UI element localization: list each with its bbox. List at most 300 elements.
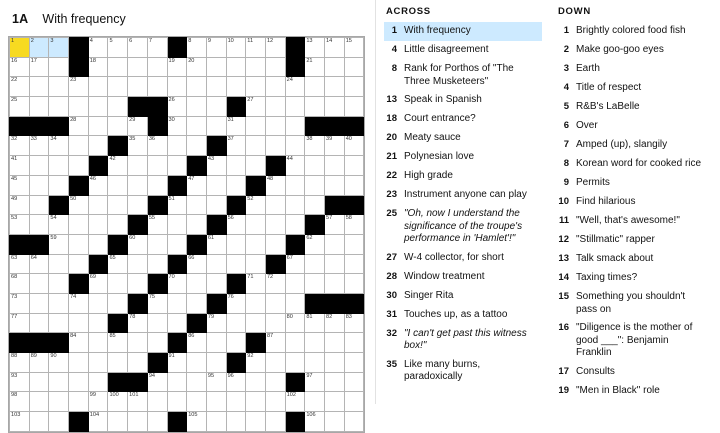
grid-cell[interactable] <box>187 116 207 136</box>
clue-item[interactable] <box>384 60 542 91</box>
grid-cell[interactable] <box>305 234 325 254</box>
grid-cell[interactable] <box>128 333 148 353</box>
grid-cell[interactable] <box>344 38 364 58</box>
grid-cell[interactable] <box>167 215 187 235</box>
grid-cell[interactable] <box>344 234 364 254</box>
grid-cell[interactable] <box>10 293 30 313</box>
grid-cell[interactable] <box>88 116 108 136</box>
grid-cell[interactable] <box>344 97 364 117</box>
grid-cell[interactable] <box>226 333 246 353</box>
grid-cell[interactable] <box>246 372 266 392</box>
grid-cell[interactable] <box>265 97 285 117</box>
grid-cell[interactable] <box>88 353 108 373</box>
grid-cell[interactable] <box>344 175 364 195</box>
grid-cell[interactable] <box>305 392 325 412</box>
clue-item[interactable] <box>556 212 710 231</box>
grid-cell[interactable] <box>265 136 285 156</box>
grid-cell[interactable] <box>246 313 266 333</box>
grid-cell[interactable] <box>147 412 167 432</box>
grid-cell[interactable] <box>305 38 325 58</box>
grid-cell[interactable] <box>206 333 226 353</box>
grid-cell[interactable] <box>88 195 108 215</box>
grid-cell[interactable] <box>128 77 148 97</box>
grid-cell[interactable] <box>147 136 167 156</box>
grid-cell[interactable] <box>167 234 187 254</box>
clue-item[interactable] <box>556 382 710 401</box>
grid-cell[interactable] <box>10 274 30 294</box>
grid-cell[interactable] <box>325 254 345 274</box>
grid-cell[interactable] <box>187 136 207 156</box>
grid-cell[interactable] <box>108 274 128 294</box>
grid-cell[interactable] <box>325 215 345 235</box>
grid-cell[interactable] <box>49 254 69 274</box>
grid-cell[interactable] <box>305 353 325 373</box>
grid-cell[interactable] <box>305 274 325 294</box>
grid-cell[interactable] <box>187 254 207 274</box>
grid-cell[interactable] <box>265 77 285 97</box>
grid-cell[interactable] <box>147 372 167 392</box>
grid-cell[interactable] <box>167 116 187 136</box>
grid-cell[interactable] <box>69 136 89 156</box>
grid-cell[interactable] <box>88 38 108 58</box>
grid-cell[interactable] <box>226 234 246 254</box>
grid-cell[interactable] <box>325 77 345 97</box>
grid-cell[interactable] <box>344 156 364 176</box>
grid-cell[interactable] <box>305 77 325 97</box>
grid-cell[interactable] <box>49 372 69 392</box>
grid-cell[interactable] <box>226 215 246 235</box>
grid-cell[interactable] <box>226 38 246 58</box>
grid-cell[interactable] <box>325 97 345 117</box>
grid-cell[interactable] <box>246 156 266 176</box>
clue-item[interactable] <box>384 22 542 41</box>
grid-cell[interactable] <box>167 313 187 333</box>
grid-cell[interactable] <box>305 136 325 156</box>
grid-cell[interactable] <box>167 372 187 392</box>
grid-cell[interactable] <box>108 392 128 412</box>
grid-cell[interactable] <box>10 156 30 176</box>
grid-cell[interactable] <box>49 57 69 77</box>
clue-item[interactable] <box>556 136 710 155</box>
grid-cell[interactable] <box>69 293 89 313</box>
clue-item[interactable] <box>556 60 710 79</box>
clue-item[interactable] <box>384 129 542 148</box>
grid-cell[interactable] <box>206 57 226 77</box>
crossword-grid[interactable] <box>8 36 365 433</box>
grid-cell[interactable] <box>285 156 305 176</box>
clue-item[interactable] <box>556 117 710 136</box>
grid-cell[interactable] <box>69 392 89 412</box>
grid-cell[interactable] <box>10 136 30 156</box>
grid-cell[interactable] <box>88 372 108 392</box>
grid-cell[interactable] <box>108 116 128 136</box>
grid-cell[interactable] <box>108 97 128 117</box>
grid-cell[interactable] <box>10 215 30 235</box>
grid-cell[interactable] <box>226 57 246 77</box>
grid-cell[interactable] <box>167 57 187 77</box>
grid-cell[interactable] <box>88 234 108 254</box>
grid-cell[interactable] <box>265 116 285 136</box>
grid-cell[interactable] <box>226 372 246 392</box>
clue-item[interactable] <box>556 98 710 117</box>
grid-cell[interactable] <box>147 392 167 412</box>
grid-cell[interactable] <box>226 175 246 195</box>
grid-cell[interactable] <box>265 372 285 392</box>
grid-cell[interactable] <box>10 195 30 215</box>
grid-cell[interactable] <box>49 156 69 176</box>
grid-cell[interactable] <box>108 215 128 235</box>
grid-cell[interactable] <box>69 313 89 333</box>
grid-cell[interactable] <box>88 293 108 313</box>
grid-cell[interactable] <box>246 353 266 373</box>
grid-cell[interactable] <box>246 254 266 274</box>
grid-cell[interactable] <box>206 38 226 58</box>
grid-cell[interactable] <box>285 77 305 97</box>
grid-cell[interactable] <box>325 392 345 412</box>
grid-cell[interactable] <box>206 156 226 176</box>
grid-cell[interactable] <box>265 195 285 215</box>
grid-cell[interactable] <box>305 313 325 333</box>
grid-cell[interactable] <box>344 57 364 77</box>
grid-cell[interactable] <box>128 38 148 58</box>
grid-cell[interactable] <box>167 195 187 215</box>
grid-cell[interactable] <box>147 38 167 58</box>
grid-cell[interactable] <box>128 313 148 333</box>
grid-cell[interactable] <box>285 195 305 215</box>
grid-cell[interactable] <box>49 175 69 195</box>
clue-item[interactable] <box>384 148 542 167</box>
grid-cell[interactable] <box>187 412 207 432</box>
grid-cell[interactable] <box>265 412 285 432</box>
grid-table[interactable] <box>9 37 364 432</box>
grid-cell[interactable] <box>108 57 128 77</box>
grid-cell[interactable] <box>226 156 246 176</box>
grid-cell[interactable] <box>246 195 266 215</box>
clue-item[interactable] <box>556 22 710 41</box>
grid-cell[interactable] <box>187 274 207 294</box>
grid-cell[interactable] <box>206 392 226 412</box>
grid-cell[interactable] <box>226 313 246 333</box>
grid-cell[interactable] <box>10 412 30 432</box>
across-column[interactable] <box>376 4 548 404</box>
grid-cell[interactable] <box>206 175 226 195</box>
grid-cell[interactable] <box>147 77 167 97</box>
grid-cell[interactable] <box>128 136 148 156</box>
grid-cell[interactable] <box>265 57 285 77</box>
grid-cell[interactable] <box>325 333 345 353</box>
grid-cell[interactable] <box>187 77 207 97</box>
grid-cell[interactable] <box>167 392 187 412</box>
grid-cell[interactable] <box>226 392 246 412</box>
grid-cell[interactable] <box>285 333 305 353</box>
grid-cell[interactable] <box>69 215 89 235</box>
grid-cell[interactable] <box>187 38 207 58</box>
grid-cell[interactable] <box>187 195 207 215</box>
grid-cell[interactable] <box>29 175 49 195</box>
clue-item[interactable] <box>556 288 710 319</box>
grid-cell[interactable] <box>265 274 285 294</box>
grid-cell[interactable] <box>226 254 246 274</box>
grid-cell[interactable] <box>246 116 266 136</box>
grid-cell[interactable] <box>285 293 305 313</box>
grid-cell[interactable] <box>29 254 49 274</box>
grid-cell[interactable] <box>325 234 345 254</box>
grid-cell[interactable] <box>167 274 187 294</box>
grid-cell[interactable] <box>108 195 128 215</box>
grid-cell[interactable] <box>128 57 148 77</box>
grid-cell[interactable] <box>167 136 187 156</box>
grid-cell[interactable] <box>246 412 266 432</box>
grid-cell[interactable] <box>246 274 266 294</box>
grid-cell[interactable] <box>265 215 285 235</box>
grid-cell[interactable] <box>305 156 325 176</box>
grid-cell[interactable] <box>108 293 128 313</box>
grid-cell[interactable] <box>305 254 325 274</box>
grid-cell[interactable] <box>305 372 325 392</box>
grid-cell[interactable] <box>344 254 364 274</box>
grid-cell[interactable] <box>128 156 148 176</box>
grid-cell[interactable] <box>49 136 69 156</box>
grid-cell[interactable] <box>265 392 285 412</box>
grid-cell[interactable] <box>226 136 246 156</box>
grid-cell[interactable] <box>325 274 345 294</box>
grid-cell[interactable] <box>344 274 364 294</box>
grid-cell[interactable] <box>88 412 108 432</box>
grid-cell[interactable] <box>69 156 89 176</box>
grid-cell[interactable] <box>49 77 69 97</box>
clue-item[interactable] <box>384 306 542 325</box>
down-clue-list[interactable] <box>556 22 710 401</box>
grid-cell[interactable] <box>285 175 305 195</box>
grid-cell[interactable] <box>69 77 89 97</box>
grid-cell[interactable] <box>344 313 364 333</box>
grid-cell[interactable] <box>305 97 325 117</box>
grid-cell[interactable] <box>325 372 345 392</box>
grid-cell[interactable] <box>305 412 325 432</box>
grid-cell[interactable] <box>29 57 49 77</box>
grid-cell[interactable] <box>187 293 207 313</box>
grid-cell[interactable] <box>285 392 305 412</box>
grid-cell[interactable] <box>29 353 49 373</box>
grid-cell[interactable] <box>285 116 305 136</box>
grid-cell[interactable] <box>147 156 167 176</box>
grid-cell[interactable] <box>265 353 285 373</box>
grid-cell[interactable] <box>344 77 364 97</box>
grid-cell[interactable] <box>29 372 49 392</box>
clue-item[interactable] <box>384 325 542 356</box>
grid-cell[interactable] <box>206 313 226 333</box>
clue-item[interactable] <box>556 155 710 174</box>
grid-cell[interactable] <box>344 392 364 412</box>
grid-cell[interactable] <box>108 333 128 353</box>
grid-cell[interactable] <box>147 333 167 353</box>
grid-cell[interactable] <box>29 97 49 117</box>
grid-cell[interactable] <box>246 136 266 156</box>
grid-cell[interactable] <box>88 215 108 235</box>
grid-cell[interactable] <box>49 234 69 254</box>
grid-cell[interactable] <box>10 372 30 392</box>
grid-cell[interactable] <box>187 353 207 373</box>
grid-cell[interactable] <box>10 254 30 274</box>
grid-cell[interactable] <box>128 353 148 373</box>
grid-cell[interactable] <box>88 77 108 97</box>
grid-cell[interactable] <box>167 97 187 117</box>
grid-cell[interactable] <box>187 372 207 392</box>
grid-cell[interactable] <box>10 97 30 117</box>
clue-item[interactable] <box>556 174 710 193</box>
grid-cell[interactable] <box>167 156 187 176</box>
grid-cell[interactable] <box>265 313 285 333</box>
grid-cell[interactable] <box>29 313 49 333</box>
grid-cell[interactable] <box>29 156 49 176</box>
grid-cell[interactable] <box>69 97 89 117</box>
grid-cell[interactable] <box>69 195 89 215</box>
grid-cell[interactable] <box>325 412 345 432</box>
grid-cell[interactable] <box>187 333 207 353</box>
grid-cell[interactable] <box>49 353 69 373</box>
grid-cell[interactable] <box>206 234 226 254</box>
grid-cell[interactable] <box>187 57 207 77</box>
clue-item[interactable] <box>384 205 542 249</box>
grid-cell[interactable] <box>108 175 128 195</box>
grid-cell[interactable] <box>29 274 49 294</box>
grid-cell[interactable] <box>128 175 148 195</box>
clue-item[interactable] <box>384 287 542 306</box>
across-clue-list[interactable] <box>384 22 542 387</box>
grid-cell[interactable] <box>49 412 69 432</box>
grid-cell[interactable] <box>128 195 148 215</box>
grid-cell[interactable] <box>305 195 325 215</box>
grid-cell[interactable] <box>265 234 285 254</box>
grid-cell[interactable] <box>344 372 364 392</box>
grid-cell[interactable] <box>147 293 167 313</box>
clue-item[interactable] <box>384 186 542 205</box>
grid-cell[interactable] <box>147 313 167 333</box>
clue-item[interactable] <box>556 79 710 98</box>
grid-cell[interactable] <box>344 333 364 353</box>
grid-cell[interactable] <box>187 392 207 412</box>
grid-cell[interactable] <box>285 313 305 333</box>
clue-item[interactable] <box>384 167 542 186</box>
clue-item[interactable] <box>556 363 710 382</box>
grid-cell[interactable] <box>29 412 49 432</box>
grid-cell[interactable] <box>325 175 345 195</box>
grid-cell[interactable] <box>88 136 108 156</box>
grid-cell[interactable] <box>206 97 226 117</box>
grid-cell[interactable] <box>285 215 305 235</box>
grid-cell[interactable] <box>305 57 325 77</box>
grid-cell[interactable] <box>325 57 345 77</box>
grid-cell[interactable] <box>69 234 89 254</box>
clue-item[interactable] <box>384 356 542 387</box>
grid-cell[interactable] <box>167 353 187 373</box>
grid-cell[interactable] <box>246 97 266 117</box>
grid-cell[interactable] <box>147 175 167 195</box>
grid-cell[interactable] <box>147 215 167 235</box>
grid-cell[interactable] <box>29 195 49 215</box>
grid-cell[interactable] <box>128 392 148 412</box>
grid-cell[interactable] <box>246 57 266 77</box>
grid-cell[interactable] <box>49 215 69 235</box>
grid-cell[interactable] <box>108 156 128 176</box>
clue-item[interactable] <box>556 231 710 250</box>
grid-cell[interactable] <box>246 215 266 235</box>
grid-cell[interactable] <box>128 116 148 136</box>
clue-item[interactable] <box>384 41 542 60</box>
grid-cell[interactable] <box>187 97 207 117</box>
grid-cell[interactable] <box>226 293 246 313</box>
clue-item[interactable] <box>556 269 710 288</box>
grid-cell[interactable] <box>147 254 167 274</box>
grid-cell[interactable] <box>246 392 266 412</box>
grid-cell[interactable] <box>325 313 345 333</box>
grid-cell[interactable] <box>265 38 285 58</box>
grid-cell[interactable] <box>305 175 325 195</box>
grid-cell[interactable] <box>29 215 49 235</box>
grid-cell[interactable] <box>108 77 128 97</box>
grid-cell[interactable] <box>206 372 226 392</box>
grid-cell[interactable] <box>49 293 69 313</box>
grid-cell[interactable] <box>10 392 30 412</box>
clue-item[interactable] <box>384 110 542 129</box>
grid-cell[interactable] <box>128 412 148 432</box>
grid-cell[interactable] <box>206 195 226 215</box>
grid-cell[interactable] <box>265 293 285 313</box>
grid-cell[interactable] <box>285 136 305 156</box>
clue-item[interactable] <box>556 319 710 363</box>
grid-cell[interactable] <box>10 313 30 333</box>
grid-cell[interactable] <box>69 254 89 274</box>
grid-cell[interactable] <box>49 313 69 333</box>
grid-cell[interactable] <box>325 353 345 373</box>
grid-cell[interactable] <box>69 372 89 392</box>
grid-cell[interactable] <box>285 353 305 373</box>
grid-cell[interactable] <box>108 38 128 58</box>
grid-cell[interactable] <box>325 38 345 58</box>
grid-cell[interactable] <box>246 234 266 254</box>
grid-cell[interactable] <box>88 392 108 412</box>
grid-cell[interactable] <box>88 175 108 195</box>
grid-cell[interactable] <box>88 57 108 77</box>
down-column[interactable] <box>548 4 716 404</box>
grid-cell[interactable] <box>206 274 226 294</box>
grid-cell[interactable] <box>10 57 30 77</box>
grid-cell[interactable] <box>167 77 187 97</box>
grid-cell[interactable] <box>108 353 128 373</box>
grid-cell[interactable] <box>108 412 128 432</box>
grid-cell[interactable] <box>206 254 226 274</box>
grid-cell[interactable] <box>29 136 49 156</box>
grid-cell[interactable] <box>265 333 285 353</box>
grid-cell[interactable] <box>128 254 148 274</box>
grid-cell[interactable] <box>344 215 364 235</box>
grid-cell[interactable] <box>344 412 364 432</box>
grid-cell[interactable] <box>128 274 148 294</box>
grid-cell[interactable] <box>265 175 285 195</box>
grid-cell[interactable] <box>10 38 30 58</box>
grid-cell[interactable] <box>226 412 246 432</box>
grid-cell[interactable] <box>108 254 128 274</box>
grid-cell[interactable] <box>305 333 325 353</box>
clue-item[interactable] <box>384 249 542 268</box>
grid-cell[interactable] <box>246 293 266 313</box>
grid-cell[interactable] <box>29 293 49 313</box>
grid-cell[interactable] <box>49 392 69 412</box>
grid-cell[interactable] <box>226 116 246 136</box>
grid-cell[interactable] <box>285 274 305 294</box>
grid-cell[interactable] <box>49 274 69 294</box>
grid-cell[interactable] <box>187 215 207 235</box>
